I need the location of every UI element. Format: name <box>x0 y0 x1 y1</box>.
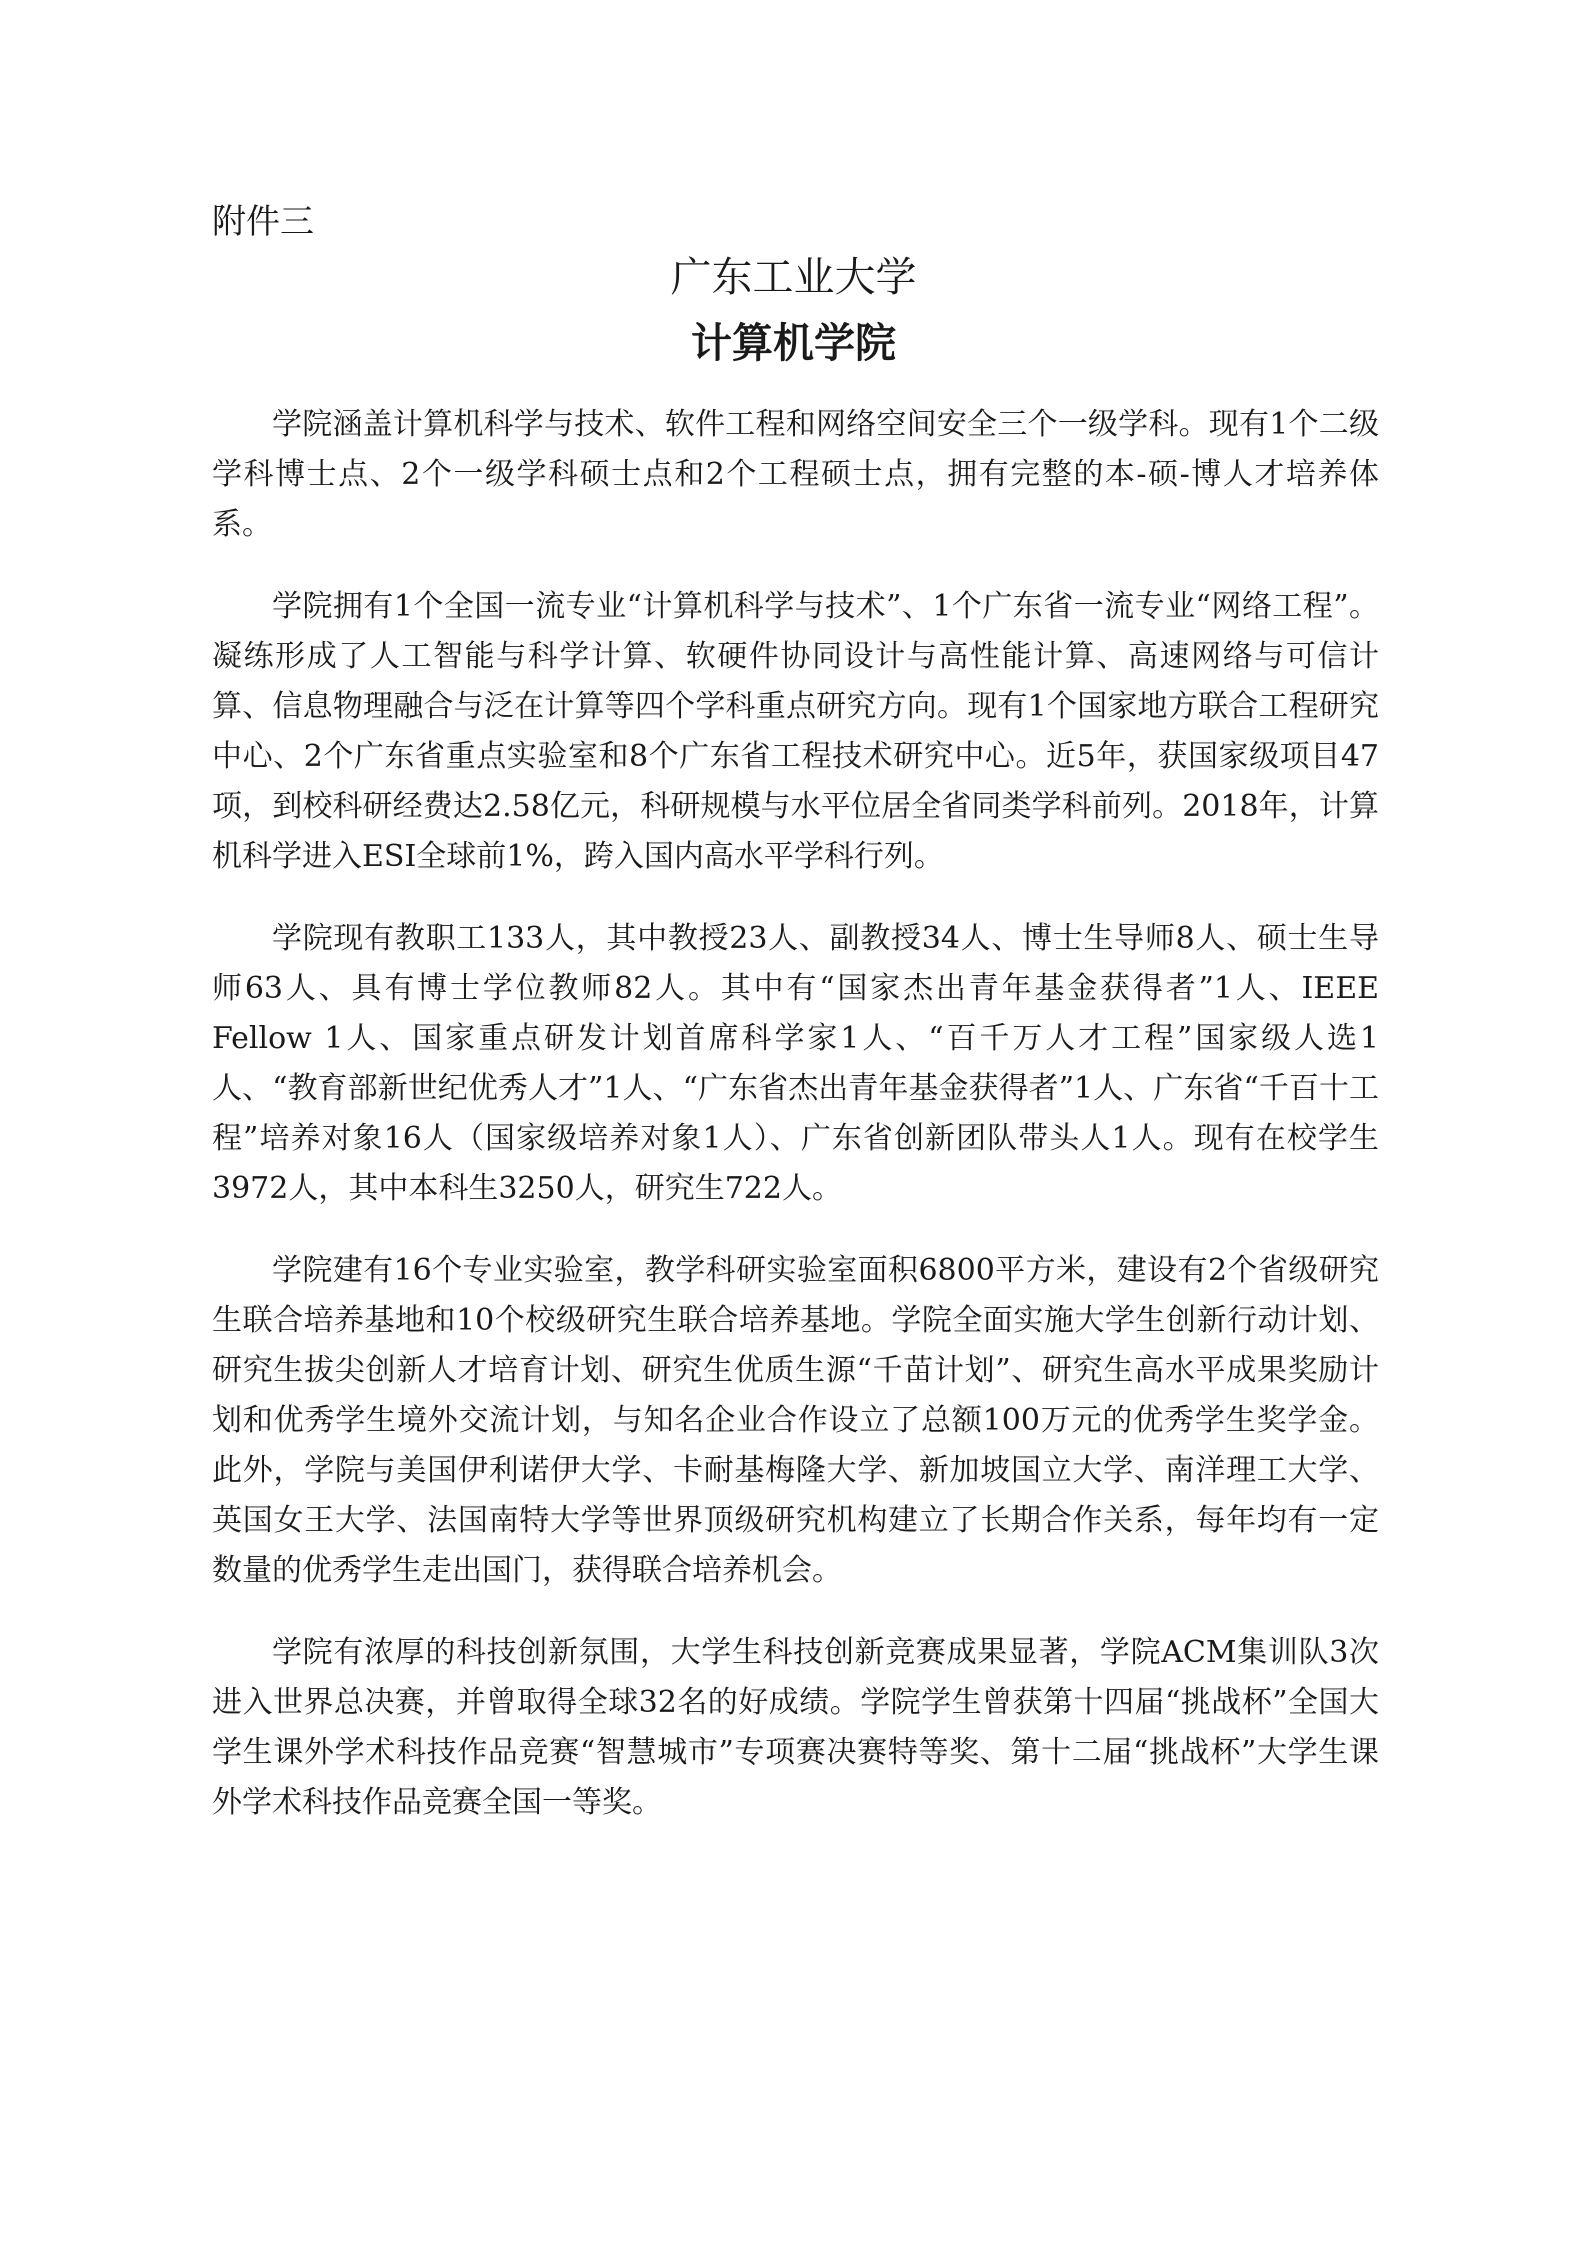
paragraph-research: 学院拥有1个全国一流专业“计算机科学与技术”、1个广东省一流专业“网络工程”。凝练形成了人工智能与科学计算、软硬件协同设计与高性能计算、高速网络与可信计算、信息物理融合与泛在计算等四个学科重点研究方向。现有1个国家地方联合工程研究中心、2个广东省重点实验室和8个广东省工程技术研究中心。近5年，获国家级项目47项，到校科研经费达2.58亿元，科研规模与水平位居全省同类学科前列。2018年，计算机科学进入ESI全球前1%，跨入国内高水平学科行列。 <box>212 589 1379 874</box>
paragraph-innovation: 学院有浓厚的科技创新氛围，大学生科技创新竞赛成果显著，学院ACM集训队3次进入世界总决赛，并曾取得全球32名的好成绩。学院学生曾获第十四届“挑战杯”全国大学生课外学术科技作品竞赛“智慧城市”专项赛决赛特等奖、第十二届“挑战杯”大学生课外学术科技作品竞赛全国一等奖。 <box>212 1635 1379 1820</box>
college-title: 计算机学院 <box>691 319 896 367</box>
title-block <box>0 248 1587 372</box>
paragraph-disciplines: 学院涵盖计算机科学与技术、软件工程和网络空间安全三个一级学科。现有1个二级学科博士点、2个一级学科硕士点和2个工程硕士点，拥有完整的本-硕-博人才培养体系。 <box>212 407 1379 542</box>
university-title: 广东工业大学 <box>670 253 917 301</box>
paragraph-faculty: 学院现有教职工133人，其中教授23人、副教授34人、博士生导师8人、硕士生导师63人、具有博士学位教师82人。其中有“国家杰出青年基金获得者”1人、IEEE Fellow 1人、国家重点研发计划首席科学家1人、“百千万人才工程”国家级人选1人、“教育部新世纪优秀人才”1人、“广东省杰出青年基金获得者”1人、广东省“千百十工程”培养对象16人（国家级培养对象1人）、广东省创新团队带头人1人。现有在校学生3972人，其中本科生3250人，研究生722人。 <box>212 921 1379 1206</box>
document-body <box>212 400 1379 1860</box>
attachment-label: 附件三 <box>212 202 314 242</box>
paragraph-labs: 学院建有16个专业实验室，教学科研实验室面积6800平方米，建设有2个省级研究生联合培养基地和10个校级研究生联合培养基地。学院全面实施大学生创新行动计划、研究生拔尖创新人才培育计划、研究生优质生源“千苗计划”、研究生高水平成果奖励计划和优秀学生境外交流计划，与知名企业合作设立了总额100万元的优秀学生奖学金。此外，学院与美国伊利诺伊大学、卡耐基梅隆大学、新加坡国立大学、南洋理工大学、英国女王大学、法国南特大学等世界顶级研究机构建立了长期合作关系，每年均有一定数量的优秀学生走出国门，获得联合培养机会。 <box>212 1253 1379 1588</box>
